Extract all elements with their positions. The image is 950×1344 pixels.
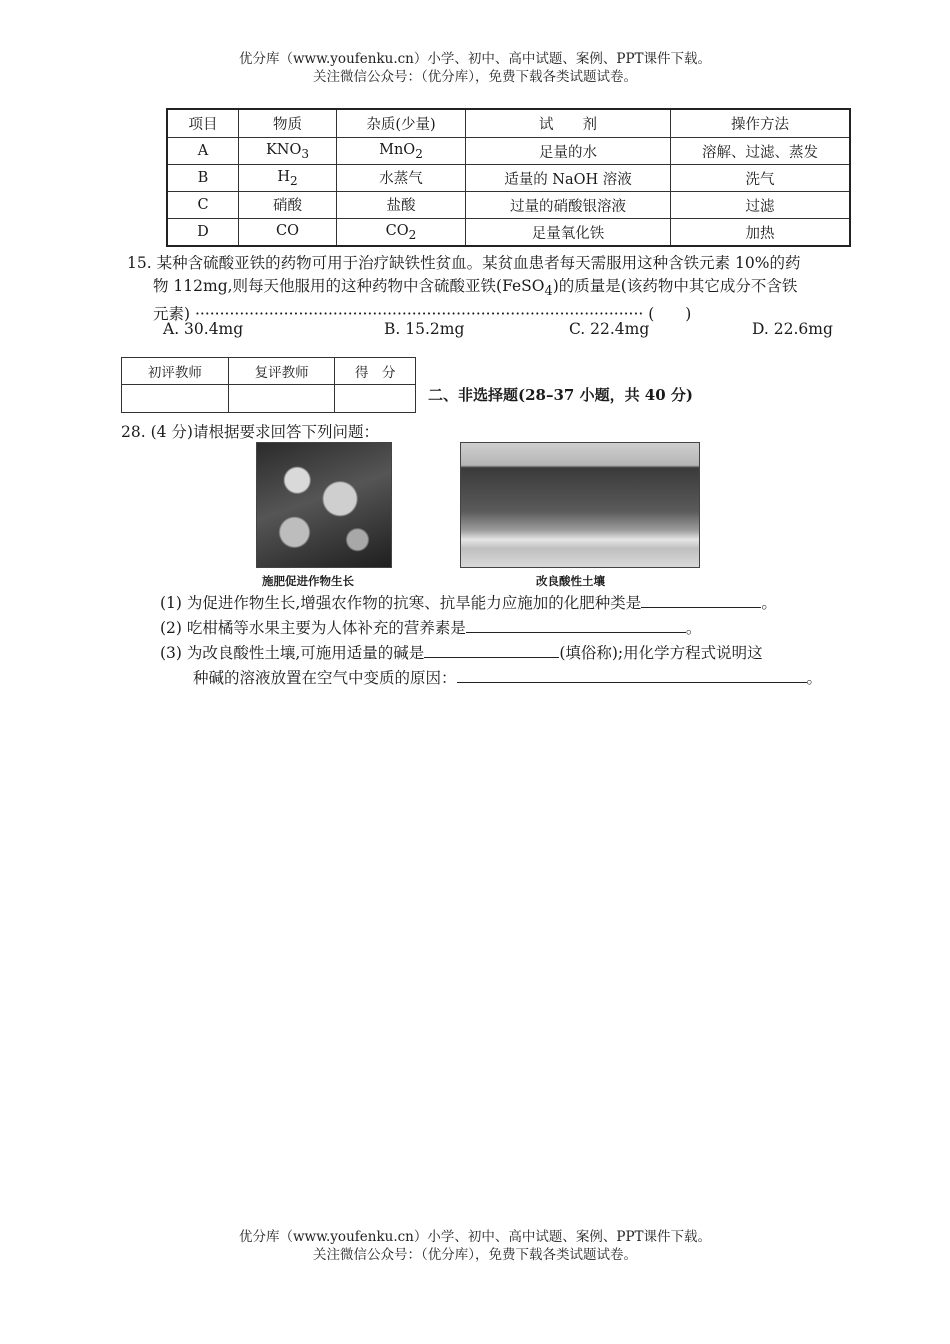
question-15 [127, 252, 887, 326]
col-header-method: 操作方法 [671, 109, 851, 138]
q28-sub-1: (1) 为促进作物生长,增强农作物的抗寒、抗旱能力应施加的化肥种类是 。 [160, 590, 777, 615]
soil-caption: 改良酸性土壤 [536, 574, 605, 588]
score-blank-row [122, 385, 416, 413]
q28-sub-2-text: (2) 吃柑橘等水果主要为人体补充的营养素是 [160, 619, 466, 637]
cell-item: A [167, 138, 239, 165]
score-cell-second-grader[interactable] [228, 385, 335, 413]
score-header-row [122, 358, 416, 385]
table-header-row [167, 109, 850, 138]
footer-line-1: 优分库（www.youfenku.cn）小学、初中、高中试题、案例、PPT课件下载。 [238, 1229, 712, 1245]
cell-method: 洗气 [671, 165, 851, 192]
header-line-2: 关注微信公众号：（优分库），免费下载各类试题试卷。 [313, 69, 637, 85]
cell-item: D [167, 219, 239, 247]
col-header-impurity: 杂质(少量) [337, 109, 466, 138]
answer-blank-1[interactable] [641, 590, 761, 608]
cell-method: 过滤 [671, 192, 851, 219]
header-line-1: 优分库（www.youfenku.cn）小学、初中、高中试题、案例、PPT课件下载。 [238, 51, 712, 67]
fertilizer-caption: 施肥促进作物生长 [262, 574, 354, 588]
q15-line-2: 物 112mg,则每天他服用的这种药物中含硫酸亚铁(FeSO$_4$)的质量是(该药物中其它成分不含铁 [153, 277, 798, 300]
footer-line-2: 关注微信公众号：（优分库），免费下载各类试题试卷。 [313, 1247, 637, 1263]
cell-substance: CO [239, 219, 337, 247]
score-cell-first-grader[interactable] [122, 385, 229, 413]
cell-method: 加热 [671, 219, 851, 247]
cell-reagent: 足量的水 [466, 138, 671, 165]
cell-item: B [167, 165, 239, 192]
q28-sub-1-text: (1) 为促进作物生长,增强农作物的抗寒、抗旱能力应施加的化肥种类是 [160, 594, 642, 612]
soil-photo [460, 442, 700, 568]
score-table [121, 357, 416, 413]
col-header-substance: 物质 [239, 109, 337, 138]
q15-option-c[interactable]: C. 22.4mg [569, 320, 650, 338]
fertilizer-photo [256, 442, 392, 568]
cell-item: C [167, 192, 239, 219]
answer-blank-3[interactable] [424, 640, 559, 658]
question-28-title: 28. (4 分)请根据要求回答下列问题： [121, 423, 379, 441]
cell-reagent: 足量氧化铁 [466, 219, 671, 247]
table-row [167, 219, 850, 247]
q28-sub-3: (3) 为改良酸性土壤,可施用适量的碱是 (填俗称);用化学方程式说明这 [160, 640, 763, 665]
cell-substance: $KNO_3$ [239, 138, 337, 165]
cell-reagent: 过量的硝酸银溶液 [466, 192, 671, 219]
q28-sub-2: (2) 吃柑橘等水果主要为人体补充的营养素是 。 [160, 615, 701, 640]
cell-impurity: 水蒸气 [337, 165, 466, 192]
q15-option-d[interactable]: D. 22.6mg [752, 320, 833, 338]
col-header-reagent: 试 剂 [466, 109, 671, 138]
table-row [167, 165, 850, 192]
q15-option-b[interactable]: B. 15.2mg [384, 320, 465, 338]
score-cell-score[interactable] [335, 385, 416, 413]
cell-substance: $H_2$ [239, 165, 337, 192]
score-header-second-grader: 复评教师 [228, 358, 335, 385]
page-footer [0, 1228, 950, 1264]
q28-sub-3-text: (3) 为改良酸性土壤,可施用适量的碱是 [160, 644, 425, 662]
cell-substance: 硝酸 [239, 192, 337, 219]
q15-line-3: 元素) ··························································································· ( ) [153, 305, 692, 324]
cell-reagent: 适量的 NaOH 溶液 [466, 165, 671, 192]
q15-option-a[interactable]: A. 30.4mg [163, 320, 244, 338]
score-header-first-grader: 初评教师 [122, 358, 229, 385]
table-row [167, 192, 850, 219]
cell-impurity: MnO$_2$ [337, 138, 466, 165]
table-row [167, 138, 850, 165]
answer-blank-4[interactable] [457, 665, 807, 683]
answer-blank-2[interactable] [466, 615, 686, 633]
section-2-title: 二、非选择题(28–37 小题，共 40 分) [428, 386, 693, 404]
cell-impurity: $CO_2$ [337, 219, 466, 247]
cell-impurity: 盐酸 [337, 192, 466, 219]
q15-line-1: 15. 某种含硫酸亚铁的药物可用于治疗缺铁性贫血。某贫血患者每天需服用这种含铁元素 10%的药 [127, 254, 801, 272]
cell-method: 溶解、过滤、蒸发 [671, 138, 851, 165]
purification-table [166, 108, 851, 247]
q28-sub-3-cont-text: 种碱的溶液放置在空气中变质的原因： [193, 669, 457, 687]
page-header [0, 50, 950, 86]
q28-sub-3-cont: 种碱的溶液放置在空气中变质的原因： 。 [193, 665, 822, 690]
col-header-item: 项目 [167, 109, 239, 138]
score-header-score: 得 分 [335, 358, 416, 385]
